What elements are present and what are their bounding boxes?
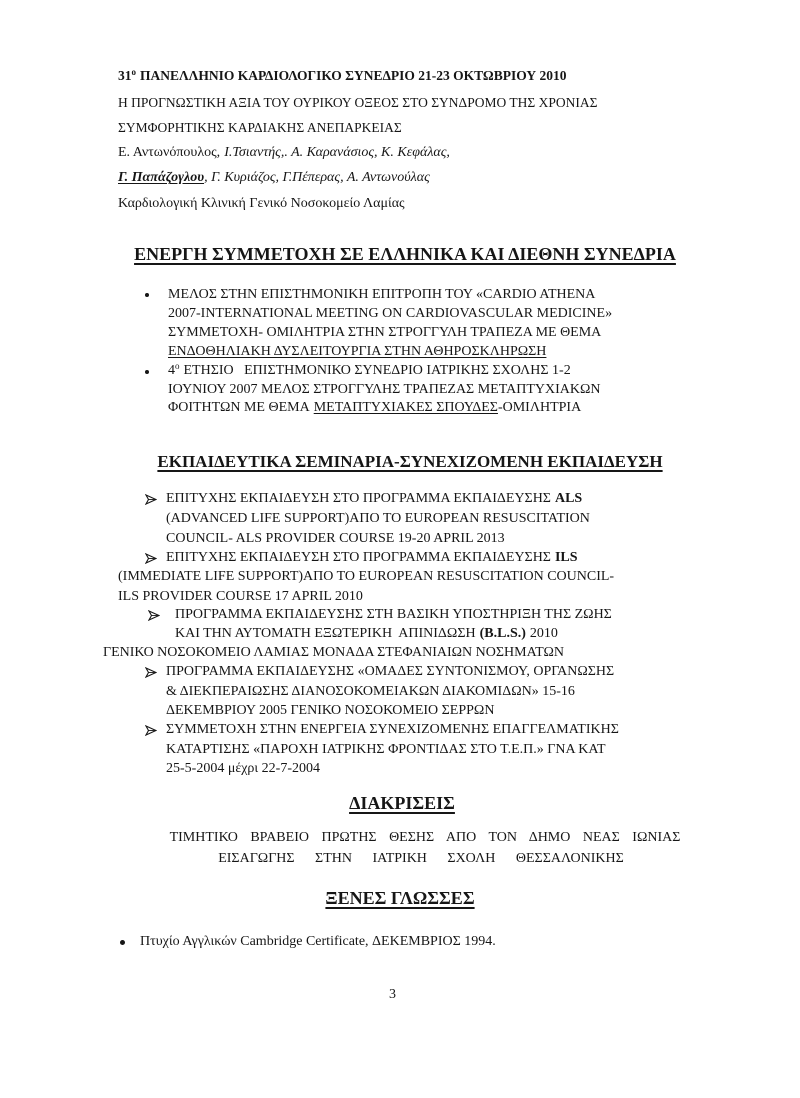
training-item-2-text: ΕΠΙΤΥΧΗΣ ΕΚΠΑΙΔΕΥΣΗ ΣΤΟ ΠΡΟΓΡΑΜΜΑ ΕΚΠΑΙΔΕΥΣΗΣ (166, 550, 551, 565)
honors-line-1: ΤΙΜΗΤΙΚΟ ΒΡΑΒΕΙΟ ΠΡΩΤΗΣ ΘΕΣΗΣ ΑΠΟ ΤΟΝ ΔΗΜΟ ΝΕΑΣ ΙΩΝΙΑΣ (169, 830, 681, 845)
participation-item-2-line-3 (168, 399, 581, 417)
event-number: 4 (168, 363, 175, 378)
honors-heading: ΔΙΑΚΡΙΣΕΙΣ (349, 793, 455, 813)
training-item-5-line-3: 25-5-2004 μέχρι 22-7-2004 (166, 761, 320, 776)
training-item-3-line-1: ΠΡΟΓΡΑΜΜΑ ΕΚΠΑΙΔΕΥΣΗΣ ΣΤΗ ΒΑΣΙΚΗ ΥΠΟΣΤΗΡΙΞΗ ΤΗΣ ΖΩΗΣ (175, 607, 612, 622)
training-item-5-line-2: ΚΑΤΑΡΤΙΣΗΣ «ΠΑΡΟΧΗ ΙΑΤΡΙΚΗΣ ΦΡΟΝΤΙΔΑΣ ΣΤΟ Τ.Ε.Π.» ΓΝΑ ΚΑΤ (166, 742, 606, 757)
authors-rest-2: , Γ. Κυριάζος, Γ.Πέπερας, Α. Αντωνούλας (204, 170, 430, 185)
training-item-2-line-3: ILS PROVIDER COURSE 17 APRIL 2010 (118, 589, 363, 604)
arrowhead-bullet-icon (145, 725, 157, 736)
training-item-1-line-1 (166, 490, 582, 508)
arrowhead-bullet-icon (145, 667, 157, 678)
congress-title: ΠΑΝΕΛΛΗΝΙΟ ΚΑΡΔΙΟΛΟΓΙΚΟ ΣΥΝΕΔΡΙΟ 21-23 ΟΚΤΩΒΡΙΟΥ 2010 (140, 68, 567, 83)
arrowhead-bullet-icon (148, 610, 160, 621)
dot-bullet-icon (145, 293, 149, 297)
congress-ordinal: ο (131, 67, 136, 77)
dot-bullet-icon (145, 370, 149, 374)
training-item-2-line-2: (IMMEDIATE LIFE SUPPORT)ΑΠΟ ΤΟ EUROPEAN RESUSCITATION COUNCIL- (118, 569, 615, 584)
training-item-2-acronym: ILS (554, 550, 578, 565)
arrowhead-bullet-icon (145, 494, 157, 505)
languages-heading: ΞΕΝΕΣ ΓΛΩΣΣΕΣ (325, 888, 475, 908)
topic-prefix: ΦΟΙΤΗΤΩΝ ΜΕ ΘΕΜΑ (168, 400, 310, 415)
highlighted-author: Γ. Παπάζογλου (118, 170, 205, 185)
training-item-1-acronym: ALS (554, 491, 583, 506)
abstract-title-line-2: ΣΥΜΦΟΡΗΤΙΚΗΣ ΚΑΡΔΙΑΚΗΣ ΑΝΕΠΑΡΚΕΙΑΣ (118, 120, 402, 135)
participation-item-1-line-2: 2007-INTERNATIONAL MEETING ON CARDIOVASCULAR MEDICINE» (168, 306, 613, 321)
participation-heading: ΕΝΕΡΓΗ ΣΥΜΜΕΤΟΧΗ ΣΕ ΕΛΛΗΝΙΚΑ ΚΑΙ ΔΙΕΘΝΗ ΣΥΝΕΔΡΙΑ (134, 244, 676, 264)
abstract-title-line-1: Η ΠΡΟΓΝΩΣΤΙΚΗ ΑΞΙΑ ΤΟΥ ΟΥΡΙΚΟΥ ΟΞΕΟΣ ΣΤΟ ΣΥΝΔΡΟΜΟ ΤΗΣ ΧΡΟΝΙΑΣ (118, 95, 598, 110)
training-item-1-text: ΕΠΙΤΥΧΗΣ ΕΚΠΑΙΔΕΥΣΗ ΣΤΟ ΠΡΟΓΡΑΜΜΑ ΕΚΠΑΙΔΕΥΣΗΣ (166, 491, 551, 506)
topic-suffix: -ΟΜΙΛΗΤΡΙΑ (497, 400, 582, 415)
training-item-1-line-2: (ADVANCED LIFE SUPPORT)ΑΠΟ ΤΟ EUROPEAN RESUSCITATION (166, 511, 590, 526)
participation-item-1-line-4: ΕΝΔΟΘΗΛΙΑΚΗ ΔΥΣΛΕΙΤΟΥΡΓΙΑ ΣΤΗΝ ΑΘΗΡΟΣΚΛΗΡΩΣΗ (168, 344, 547, 359)
training-item-5-line-1: ΣΥΜΜΕΤΟΧΗ ΣΤΗΝ ΕΝΕΡΓΕΙΑ ΣΥΝΕΧΙΖΟΜΕΝΗΣ ΕΠΑΓΓΕΛΜΑΤΙΚΗΣ (166, 722, 619, 737)
language-item-1: Πτυχίο Αγγλικών Cambridge Certificate, ΔΕΚΕΜΒΡΙΟΣ 1994. (140, 934, 496, 949)
event-ordinal: ο (175, 361, 180, 371)
authors-rest-1: Ι.Τσιαντής,. Α. Καρανάσιος, Κ. Κεφάλας, (224, 145, 450, 160)
training-item-4-line-3: ΔΕΚΕΜΒΡΙΟΥ 2005 ΓΕΝΙΚΟ ΝΟΣΟΚΟΜΕΙΟ ΣΕΡΡΩΝ (166, 703, 495, 718)
training-heading: ΕΚΠΑΙΔΕΥΤΙΚΑ ΣΕΜΙΝΑΡΙΑ-ΣΥΝΕΧΙΖΟΜΕΝΗ ΕΚΠΑΙΔΕΥΣΗ (157, 452, 663, 471)
author-first: Ε. Αντωνόπουλος, (118, 145, 221, 160)
honors-line-2: ΕΙΣΑΓΩΓΗΣ ΣΤΗΝ ΙΑΤΡΙΚΗ ΣΧΟΛΗ ΘΕΣΣΑΛΟΝΙΚΗΣ (218, 851, 624, 866)
topic-underlined: ΜΕΤΑΠΤΥΧΙΑΚΕΣ ΣΠΟΥΔΕΣ (313, 400, 498, 415)
arrowhead-bullet-icon (145, 553, 157, 564)
training-item-4-line-1: ΠΡΟΓΡΑΜΜΑ ΕΚΠΑΙΔΕΥΣΗΣ «ΟΜΑΔΕΣ ΣΥΝΤΟΝΙΣΜΟΥ, ΟΡΓΑΝΩΣΗΣ (166, 664, 615, 679)
event-text: ΕΤΗΣΙΟ ΕΠΙΣΤΗΜΟΝΙΚΟ ΣΥΝΕΔΡΙΟ ΙΑΤΡΙΚΗΣ ΣΧΟΛΗΣ 1-2 (183, 363, 571, 378)
page-number: 3 (389, 987, 396, 1002)
training-item-3-line-2 (175, 625, 558, 643)
training-item-4-line-2: & ΔΙΕΚΠΕΡΑΙΩΣΗΣ ΔΙΑΝΟΣΟΚΟΜΕΙΑΚΩΝ ΔΙΑΚΟΜΙΔΩΝ» 15-16 (166, 684, 575, 699)
training-item-3-acronym: (B.L.S.) (479, 626, 526, 641)
training-item-3-text: ΚΑΙ ΤΗΝ ΑΥΤΟΜΑΤΗ ΕΞΩΤΕΡΙΚΗ ΑΠΙΝΙΔΩΣΗ (175, 626, 476, 641)
congress-number: 31 (118, 68, 132, 83)
dot-bullet-icon (120, 940, 125, 945)
training-item-1-line-3: COUNCIL- ALS PROVIDER COURSE 19-20 APRIL 2013 (166, 531, 505, 546)
authors-line-2 (118, 169, 430, 187)
affiliation: Καρδιολογική Κλινική Γενικό Νοσοκομείο Λαμίας (118, 196, 405, 211)
participation-item-2-line-2: ΙΟΥΝΙΟΥ 2007 ΜΕΛΟΣ ΣΤΡΟΓΓΥΛΗΣ ΤΡΑΠΕΖΑΣ ΜΕΤΑΠΤΥΧΙΑΚΩΝ (168, 382, 601, 397)
participation-item-2-line-1 (168, 362, 571, 380)
training-item-3-line-3: ΓΕΝΙΚΟ ΝΟΣΟΚΟΜΕΙΟ ΛΑΜΙΑΣ ΜΟΝΑΔΑ ΣΤΕΦΑΝΙΑΙΩΝ ΝΟΣΗΜΑΤΩΝ (103, 645, 564, 660)
authors-line-1 (118, 144, 450, 162)
participation-item-1-line-3: ΣΥΜΜΕΤΟΧΗ- ΟΜΙΛΗΤΡΙΑ ΣΤΗΝ ΣΤΡΟΓΓΥΛΗ ΤΡΑΠΕΖΑ ΜΕ ΘΕΜΑ (168, 325, 602, 340)
participation-item-1-line-1: ΜΕΛΟΣ ΣΤΗΝ ΕΠΙΣΤΗΜΟΝΙΚΗ ΕΠΙΤΡΟΠΗ ΤΟΥ «CARDIO ATHENA (168, 287, 596, 302)
training-item-3-year: 2010 (529, 626, 558, 641)
congress-title-line (118, 67, 567, 85)
training-item-2-line-1 (166, 549, 578, 567)
